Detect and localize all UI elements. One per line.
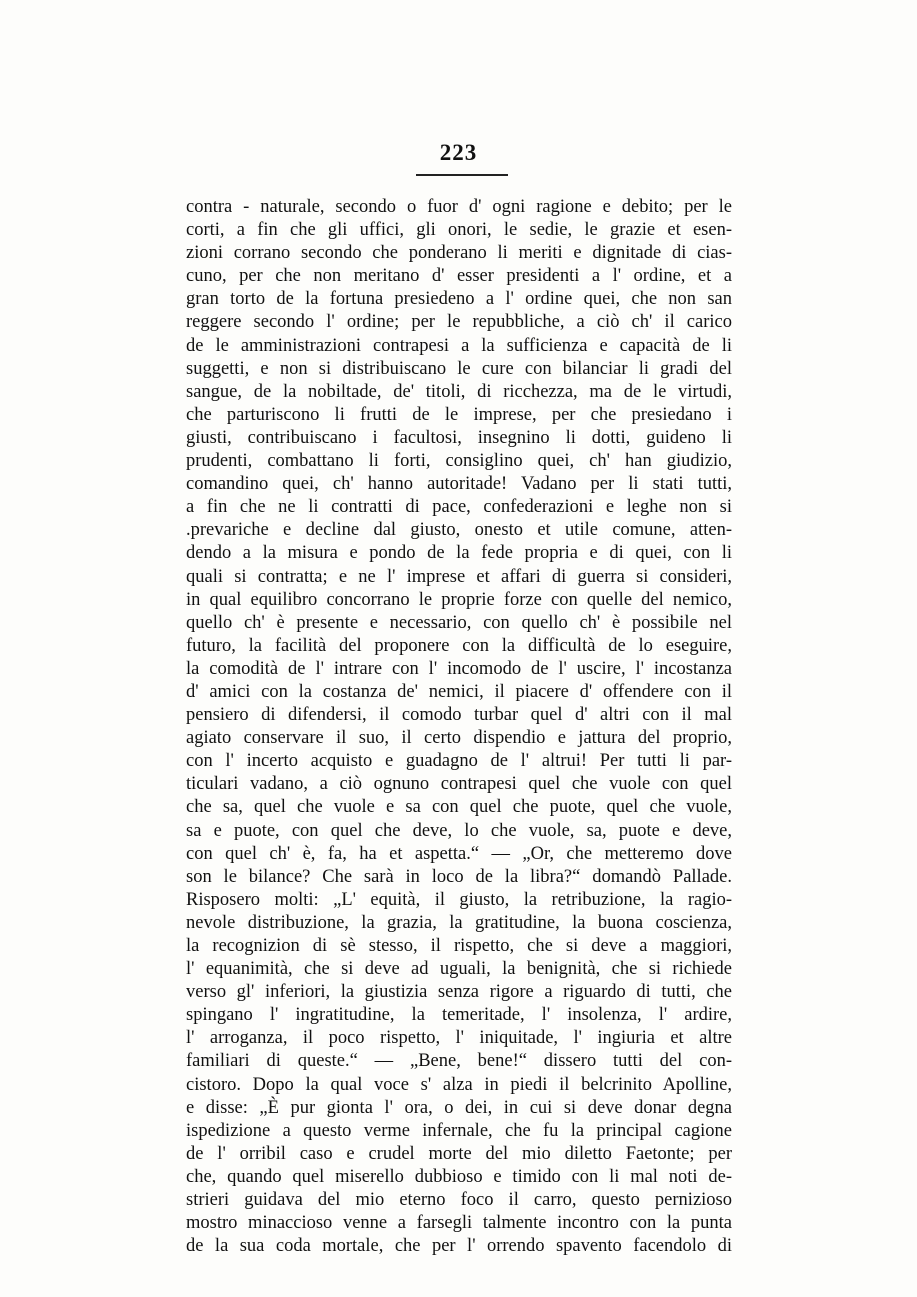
text-line: de l' orribil caso e crudel morte del mio diletto Faetonte; per [186, 1143, 732, 1164]
text-line: zioni corrano secondo che ponderano li meriti e dignitade di cias- [186, 243, 732, 264]
text-line: de la sua coda mortale, che per l' orrendo spavento facendolo di [186, 1236, 732, 1257]
text-line: prudenti, combattano li forti, consiglino quei, ch' han giudizio, [186, 451, 732, 472]
text-line: Risposero molti: „L' equità, il giusto, la retribuzione, la ragio- [186, 889, 732, 910]
text-line: con l' incerto acquisto e guadagno de l' altrui! Per tutti li par- [186, 751, 732, 772]
text-line: strieri guidava del mio eterno foco il carro, questo pernizioso [186, 1190, 732, 1211]
text-line: gran torto de la fortuna presiedeno a l' ordine quei, che non san [186, 289, 732, 310]
text-line: corti, a fin che gli uffici, gli onori, le sedie, le grazie et esen- [186, 220, 732, 241]
text-line: ticulari vadano, a ciò ognuno contrapesi quel che vuole con quel [186, 774, 732, 795]
text-line: nevole distribuzione, la grazia, la gratitudine, la buona coscienza, [186, 912, 732, 933]
text-line: de le amministrazioni contrapesi a la sufficienza e capacità de li [186, 335, 732, 356]
text-line: d' amici con la costanza de' nemici, il piacere d' offendere con il [186, 681, 732, 702]
page-number-rule [416, 174, 508, 176]
text-line: sa e puote, con quel che deve, lo che vuole, sa, puote e deve, [186, 820, 732, 841]
text-line: agiato conservare il suo, il certo dispendio e jattura del proprio, [186, 728, 732, 749]
text-line: dendo a la misura e pondo de la fede propria e di quei, con li [186, 543, 732, 564]
text-line: verso gl' inferiori, la giustizia senza rigore a riguardo di tutti, che [186, 982, 732, 1003]
page-number: 223 [439, 140, 478, 165]
text-line: cistoro. Dopo la qual voce s' alza in piedi il belcrinito Apolline, [186, 1074, 732, 1095]
text-line: familiari di queste.“ — „Bene, bene!“ dissero tutti del con- [186, 1051, 732, 1072]
text-line: la recognizion di sè stesso, il rispetto, che si deve a maggiori, [186, 936, 732, 956]
text-line: contra - naturale, secondo o fuor d' ogni ragione e debito; per le [186, 197, 732, 217]
text-line: mostro minaccioso venne a farsegli talmente incontro con la punta [186, 1213, 732, 1234]
text-line: che sa, quel che vuole e sa con quel che puote, quel che vuole, [186, 797, 732, 818]
text-line: quello ch' è presente e necessario, con quello ch' è possibile nel [186, 612, 732, 633]
text-line: comandino quei, ch' hanno autoritade! Vadano per li stati tutti, [186, 474, 732, 495]
text-line: l' equanimità, che si deve ad uguali, la benignità, che si richiede [186, 959, 732, 980]
text-line: reggere secondo l' ordine; per le repubbliche, a ciò ch' il carico [186, 312, 732, 333]
text-line: e disse: „È pur gionta l' ora, o dei, in cui si deve donar degna [186, 1097, 732, 1118]
text-line: ispedizione a questo verme infernale, che fu la principal cagione [186, 1120, 732, 1141]
text-line: son le bilance? Che sarà in loco de la libra?“ domandò Pallade. [186, 866, 732, 887]
text-line: suggetti, e non si distribuiscano le cure con bilanciar li gradi del [186, 358, 732, 379]
text-line: con quel ch' è, fa, ha et aspetta.“ — „Or, che metteremo dove [186, 843, 732, 864]
text-line: che, quando quel miserello dubbioso e timido con li mal noti de- [186, 1166, 732, 1187]
text-line: spingano l' ingratitudine, la temeritade, l' insolenza, l' ardire, [186, 1005, 732, 1026]
text-line: pensiero di difendersi, il comodo turbar quel d' altri con il mal [186, 705, 732, 726]
text-line: che parturiscono li frutti de le imprese, per che presiedano i [186, 404, 732, 425]
text-line: la comodità de l' intrare con l' incomodo de l' uscire, l' incostanza [186, 658, 732, 679]
text-line: in qual equilibro concorrano le proprie forze con quelle del nemico, [186, 589, 732, 610]
text-line: futuro, la facilità del proponere con la difficultà de lo eseguire, [186, 635, 732, 656]
text-line: a fin che ne li contratti di pace, confederazioni e leghe non si [186, 497, 732, 518]
text-line: l' arroganza, il poco rispetto, l' iniquitade, l' ingiuria et altre [186, 1028, 732, 1049]
text-line: quali si contratta; e ne l' imprese et affari di guerra si consideri, [186, 566, 732, 587]
text-line: giusti, contribuiscano i facultosi, insegnino li dotti, guideno li [186, 427, 732, 448]
text-line: sangue, de la nobiltade, de' titoli, di ricchezza, ma de le virtudi, [186, 381, 732, 402]
body-text [186, 196, 732, 1258]
text-line: cuno, per che non meritano d' esser presidenti a l' ordine, et a [186, 266, 732, 287]
text-line: .prevariche e decline dal giusto, onesto et utile comune, atten- [186, 520, 732, 541]
